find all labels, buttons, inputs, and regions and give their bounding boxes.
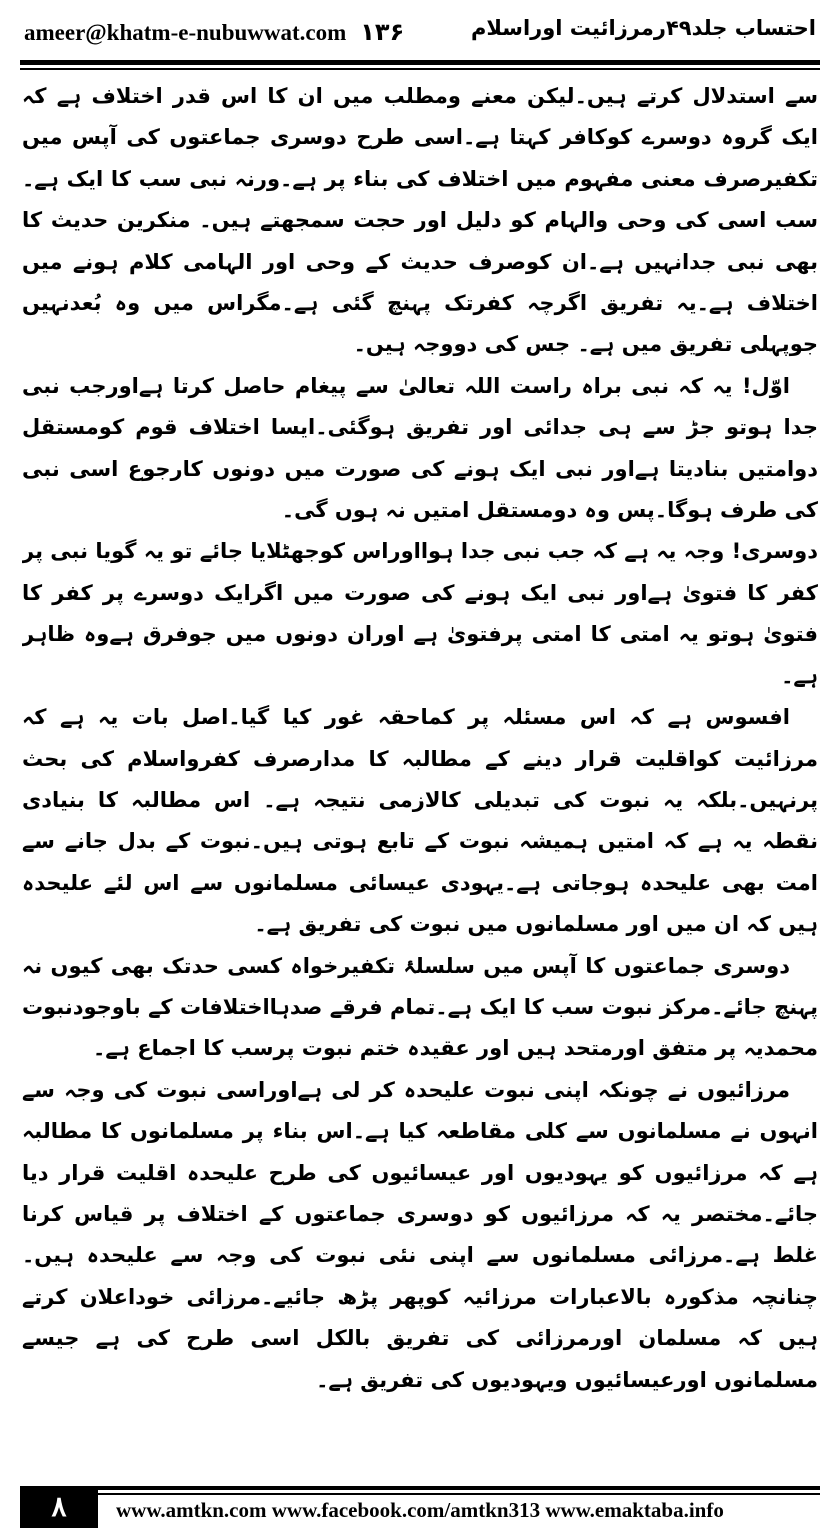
header-email: ameer@khatm-e-nubuwwat.com — [24, 20, 347, 45]
page-footer — [20, 1486, 820, 1528]
paragraph-2: اوّل! یہ کہ نبی براہ راست اللہ تعالیٰ سے پیغام حاصل کرتا ہےاورجب نبی جدا ہوتو جڑ سے ہی جدائی اور تفریق ہوگئی۔ایسا اختلاف قوم کومستقل دوامتیں بنادیتا ہےاور نبی ایک ہونے کی صورت میں دونوں کارجوع اسی نبی کی طرف ہوگا۔پس وہ دومستقل امتیں نہ ہوں گی۔ — [22, 373, 818, 523]
footer-rule-thick — [20, 1486, 820, 1490]
paragraph-6: مرزائیوں نے چونکہ اپنی نبوت علیحدہ کر لی ہےاوراسی نبوت کی وجہ سے انہوں نے مسلمانوں سے کلی مقاطعہ کیا ہے۔اس بناء پر مسلمانوں کا مطالبہ ہے کہ مرزائیوں کو یہودیوں اور عیسائیوں کی طرح علیحدہ اقلیت قرار دیا جائے۔مختصر یہ کہ مرزائیوں کو دوسری جماعتوں کے اختلاف پر قیاس کرنا غلط ہے۔مرزائی مسلمانوں سے اپنی نئی نبوت کی وجہ سے علیحدہ ہیں۔چنانچہ مذکورہ بالاعبارات مرزائیہ کوپھر پڑھ جائیے۔مرزائی خوداعلان کرتے ہیں کہ مسلمان اورمرزائی کی تفریق بالکل اسی طرح کی ہے جیسے مسلمانوں اورعیسائیوں ویہودیوں کی تفریق ہے۔ — [22, 1077, 818, 1392]
header-page-number: ۱۳۶ — [360, 18, 405, 46]
footer-number-badge: ۸ — [20, 1486, 98, 1528]
header-rule-thin — [20, 68, 820, 70]
footer-rule-thin — [20, 1493, 820, 1495]
paragraph-1: سے استدلال کرتے ہیں۔لیکن معنے ومطلب میں ان کا اس قدر اختلاف ہے کہ ایک گروہ دوسرے کوکافر کہتا ہے۔اسی طرح دوسری جماعتوں کی آپس میں تکفیرصرف معنی مفہوم میں اختلاف کی بناء پر ہے۔ورنہ نبی سب کا ایک ہے۔سب اسی کی وحی والہام کو دلیل اور حجت سمجھتے ہیں۔ منکرین حدیث کا بھی نبی جدانہیں ہے۔ان کوصرف حدیث کے وحی اور الہامی کلام ہونے میں اختلاف ہے۔یہ تفریق اگرچہ کفرتک پہنچ گئی ہے۔مگراس میں وہ بُعدنہیں جوپہلی تفریق میں ہے۔ جس کی دووجہ ہیں۔ — [22, 84, 818, 357]
header-rule-thick — [20, 60, 820, 65]
body-text — [22, 76, 818, 1471]
header-left — [24, 18, 404, 46]
page-header — [24, 14, 816, 54]
header-book-title: احتساب جلد۴۹رمرزائیت اوراسلام — [470, 16, 816, 40]
footer-website-links[interactable]: www.amtkn.com www.facebook.com/amtkn313 www.emaktaba.info — [116, 1498, 724, 1522]
paragraph-4: افسوس ہے کہ اس مسئلہ پر کماحقہ غور کیا گیا۔اصل بات یہ ہے کہ مرزائیت کواقلیت قرار دینے کے مطالبہ کا مدارصرف کفرواسلام کی بحث پرنہیں۔بلکہ یہ نبوت کی تبدیلی کالازمی نتیجہ ہے۔ اس مطالبہ کا بنیادی نقطہ یہ ہے کہ امتیں ہمیشہ نبوت کے تابع ہوتی ہیں۔نبوت کے بدل جانے سے امت بھی علیحدہ ہوجاتی ہے۔یہودی عیسائی مسلمانوں سے اس لئے علیحدہ ہیں کہ ان میں اور مسلمانوں میں نبوت کی تفریق ہے۔ — [22, 705, 818, 937]
paragraph-3: دوسری! وجہ یہ ہے کہ جب نبی جدا ہوااوراس کوجھٹلایا جائے تو یہ گویا نبی پر کفر کا فتویٰ ہےاور نبی ایک ہونے کی صورت میں اگرایک دوسرے پر کفر کا فتویٰ ہوتو یہ امتی کا امتی پرفتویٰ ہے اوران دونوں میں جوفرق ہےوہ ظاہر ہے۔ — [22, 539, 818, 688]
paragraph-5: دوسری جماعتوں کا آپس میں سلسلۂ تکفیرخواہ کسی حدتک بھی کیوں نہ پہنچ جائے۔مرکز نبوت سب کا ایک ہے۔تمام فرقے صدہااختلافات کے باوجودنبوت محمدیہ پر متفق اورمتحد ہیں اور عقیدہ ختم نبوت پرسب کا اجماع ہے۔ — [22, 953, 818, 1061]
